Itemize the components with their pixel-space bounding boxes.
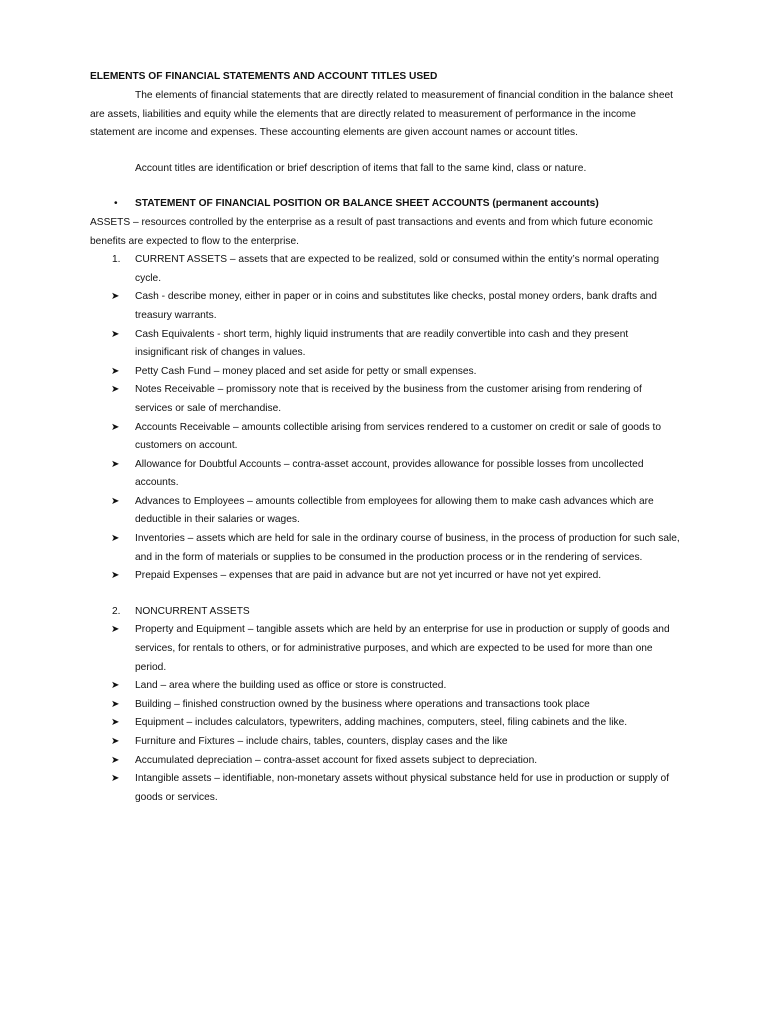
list-item-text: Accounts Receivable – amounts collectible arising from services rendered to a customer on credit or sale of goods to customers on account. <box>135 421 662 452</box>
list-item-text: Intangible assets – identifiable, non-monetary assets without physical substance held for use in production or supply of goods or services. <box>135 773 670 803</box>
arrow-bullet-icon: ➤ <box>111 365 120 377</box>
list-item-text: Notes Receivable – promissory note that is received by the business from the customer arising from rendering of services or sale of merchandise. <box>135 384 642 414</box>
section-number: 2. <box>112 605 121 617</box>
assets-definition: ASSETS – resources controlled by the enterprise as a result of past transactions and events and from which future economic benefits are expected to flow to the enterprise. <box>90 216 653 247</box>
list-item <box>90 714 680 733</box>
list-item <box>90 326 680 363</box>
arrow-bullet-icon: ➤ <box>111 717 120 729</box>
document-title: ELEMENTS OF FINANCIAL STATEMENTS AND ACCOUNT TITLES USED <box>90 71 438 82</box>
bullet-icon: • <box>114 198 118 210</box>
list-item-text: Accumulated depreciation – contra-asset account for fixed assets subject to depreciation. <box>135 754 538 766</box>
arrow-bullet-icon: ➤ <box>111 680 120 692</box>
balance-sheet-heading-text: STATEMENT OF FINANCIAL POSITION OR BALANCE SHEET ACCOUNTS (permanent accounts) <box>135 198 599 210</box>
noncurrent-assets-list <box>90 621 680 807</box>
list-item <box>90 567 680 586</box>
list-item <box>90 696 680 715</box>
arrow-bullet-icon: ➤ <box>111 495 120 507</box>
list-item <box>90 752 680 771</box>
arrow-bullet-icon: ➤ <box>111 773 120 785</box>
arrow-bullet-icon: ➤ <box>111 328 120 340</box>
arrow-bullet-icon: ➤ <box>111 384 120 396</box>
current-assets-heading-text: CURRENT ASSETS – assets that are expected to be realized, sold or consumed within the entity’s normal operating cycle. <box>135 254 659 284</box>
intro-paragraph: The elements of financial statements that are directly related to measurement of financial condition in the balance sheet are assets, liabilities and equity while the elements that are directly related to measurement of performance in the income statement are income and expenses. These accounting elements are given account names or account titles. <box>90 90 673 139</box>
list-item-text: Inventories – assets which are held for sale in the ordinary course of business, in the process of production for such sale, and in the form of materials or supplies to be consumed in the production process or in the rendering of services. <box>135 533 680 563</box>
list-item-text: Allowance for Doubtful Accounts – contra-asset account, provides allowance for possible losses from uncollected accounts. <box>135 458 644 489</box>
list-item-text: Land – area where the building used as office or store is constructed. <box>135 680 447 692</box>
list-item <box>90 621 680 677</box>
arrow-bullet-icon: ➤ <box>111 736 120 747</box>
list-item <box>90 530 680 567</box>
list-item-text: Petty Cash Fund – money placed and set aside for petty or small expenses. <box>135 365 477 377</box>
arrow-bullet-icon: ➤ <box>111 570 120 582</box>
noncurrent-assets-heading <box>90 603 680 622</box>
list-item <box>90 288 680 325</box>
list-item-text: Advances to Employees – amounts collectible from employees for allowing them to make cash advances which are deductible in their salaries or wages. <box>135 495 654 526</box>
list-item <box>90 770 680 807</box>
list-item-text: Cash - describe money, either in paper or in coins and substitutes like checks, postal money orders, bank drafts and treasury warrants. <box>135 291 657 321</box>
document-page <box>90 67 680 807</box>
arrow-bullet-icon: ➤ <box>111 754 120 766</box>
arrow-bullet-icon: ➤ <box>111 624 120 636</box>
balance-sheet-heading <box>90 195 680 214</box>
section-number: 1. <box>112 254 121 266</box>
arrow-bullet-icon: ➤ <box>111 458 120 470</box>
arrow-bullet-icon: ➤ <box>111 698 120 710</box>
list-item <box>90 677 680 696</box>
list-item-text: Cash Equivalents - short term, highly liquid instruments that are readily convertible into cash and they present insignificant risk of changes in values. <box>135 328 629 359</box>
noncurrent-assets-heading-text: NONCURRENT ASSETS <box>135 605 250 617</box>
list-item-text: Building – finished construction owned by the business where operations and transactions took place <box>135 698 590 710</box>
arrow-bullet-icon: ➤ <box>111 421 120 433</box>
current-assets-list <box>90 288 680 586</box>
list-item <box>90 456 680 493</box>
list-item <box>90 363 680 382</box>
arrow-bullet-icon: ➤ <box>111 533 120 545</box>
arrow-bullet-icon: ➤ <box>111 291 120 303</box>
list-item-text: Property and Equipment – tangible assets which are held by an enterprise for use in production or supply of goods and services, for rentals to others, or for administrative purposes, and which are expected to be used for more than one period. <box>135 624 670 673</box>
list-item <box>90 381 680 418</box>
list-item <box>90 419 680 456</box>
current-assets-heading <box>90 251 680 288</box>
list-item <box>90 733 680 752</box>
list-item-text: Furniture and Fixtures – include chairs, tables, counters, display cases and the like <box>135 736 508 747</box>
list-item <box>90 493 680 530</box>
account-titles-paragraph: Account titles are identification or brief description of items that fall to the same kind, class or nature. <box>135 162 587 174</box>
list-item-text: Equipment – includes calculators, typewriters, adding machines, computers, steel, filing cabinets and the like. <box>135 717 628 729</box>
list-item-text: Prepaid Expenses – expenses that are paid in advance but are not yet incurred or have not yet expired. <box>135 570 602 582</box>
